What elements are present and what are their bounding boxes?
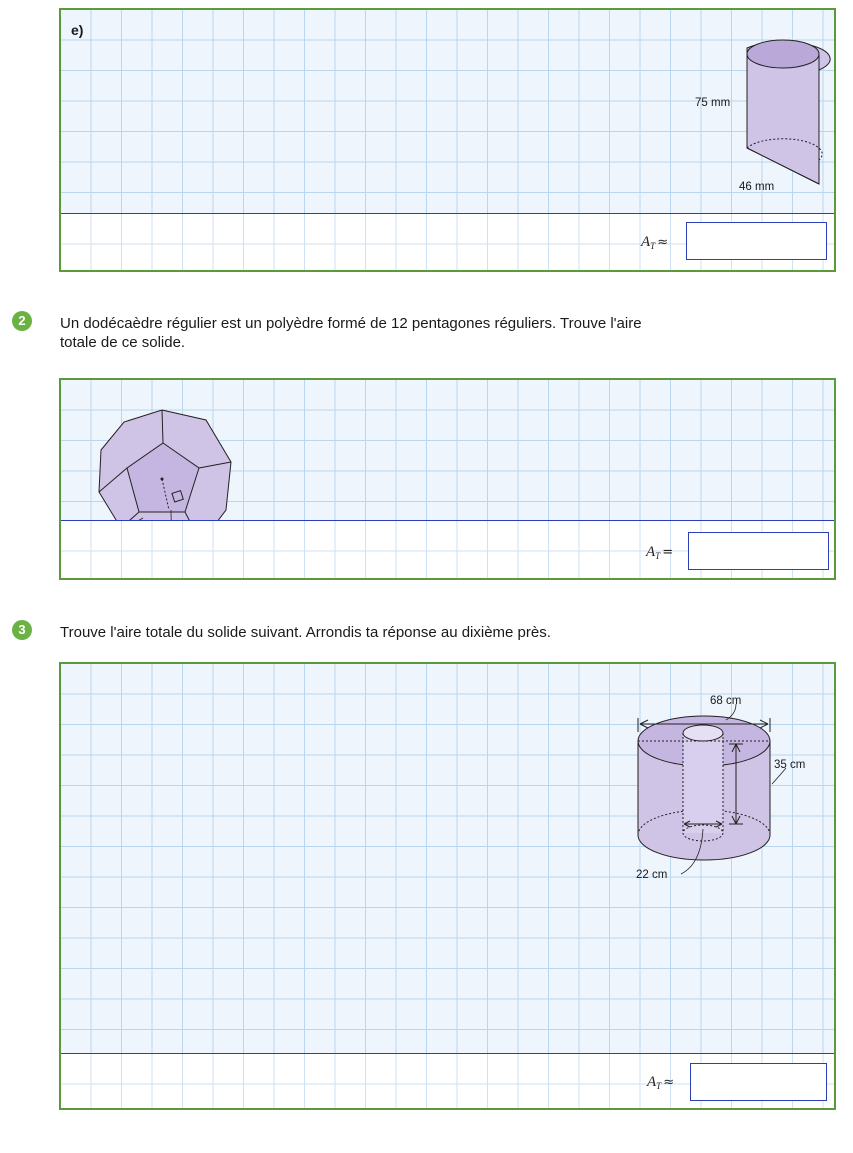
- area-subscript: T: [655, 551, 661, 561]
- answer-input-e[interactable]: [686, 222, 827, 260]
- area-subscript: T: [656, 1081, 662, 1091]
- question-3-text: Trouve l'aire totale du solide suivant. Arrondis ta réponse au dixième près.: [60, 624, 551, 641]
- inner-diameter-label: 22 cm: [636, 869, 668, 881]
- area-subscript: T: [650, 241, 656, 251]
- height-label: 75 mm: [695, 97, 731, 109]
- part-label-e: e): [71, 22, 84, 38]
- question-2-badge: 2: [12, 311, 32, 331]
- question-2-panel: [59, 378, 836, 580]
- area-variable: A: [641, 234, 651, 250]
- answer-input-3[interactable]: [690, 1063, 827, 1101]
- relation-symbol: ≈: [657, 235, 669, 250]
- answer-label-e: [641, 234, 668, 251]
- height-label: 35 cm: [774, 759, 806, 771]
- area-variable: A: [647, 1074, 657, 1090]
- hole-top: [683, 725, 723, 741]
- ring-cylinder-figure: [626, 684, 836, 894]
- half-cylinder-top: [747, 40, 819, 68]
- half-cylinder-figure: [681, 30, 831, 200]
- area-variable: A: [646, 544, 656, 560]
- answer-label-3: [647, 1074, 674, 1091]
- question-2-line-2: totale de ce solide.: [60, 334, 186, 351]
- question-3-panel: [59, 662, 836, 1110]
- question-2-line-1: Un dodécaèdre régulier est un polyèdre formé de 12 pentagones réguliers. Trouve l'aire: [60, 315, 642, 332]
- answer-label-2: [646, 544, 673, 561]
- relation-symbol: ≈: [663, 1075, 675, 1090]
- diameter-label: 46 mm: [739, 181, 775, 193]
- exercise-e-panel: [59, 8, 836, 272]
- answer-input-2[interactable]: [688, 532, 829, 570]
- relation-symbol: =: [662, 545, 674, 560]
- question-2-text: [60, 314, 840, 352]
- question-3-badge: 3: [12, 620, 32, 640]
- outer-diameter-label: 68 cm: [710, 695, 742, 707]
